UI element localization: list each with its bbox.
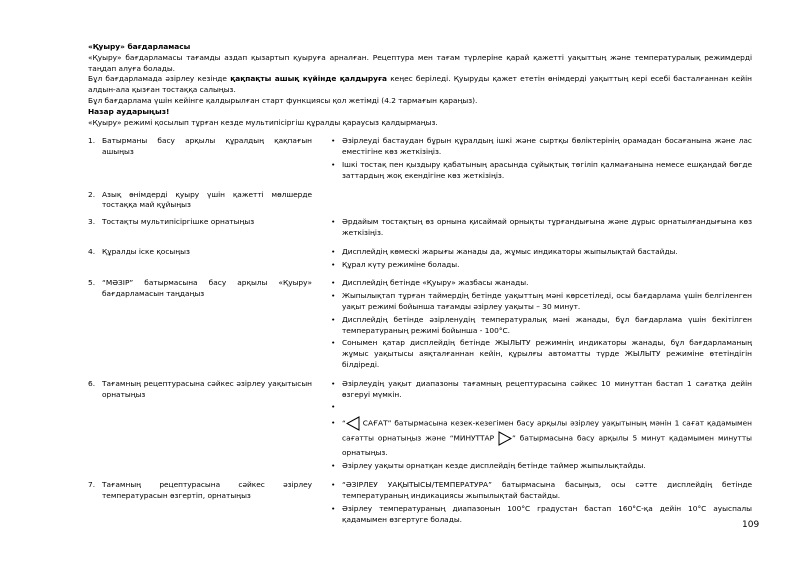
result-item: • Дисплейдің бетінде «Қуыру» жазбасы жанады. xyxy=(330,278,752,289)
result-item: • Жыпылықтап тұрған таймердің бетінде уақыттың мәні көрсетіледі, осы бағдарлама үшін белгіленген уақыт режимі бойынша тағамды әзірлеу уақыты – 30 минут. xyxy=(330,291,752,313)
step-row xyxy=(88,480,752,527)
steps-table xyxy=(88,136,752,527)
intro xyxy=(88,53,752,129)
result-item: • Әзірлеу уақыты орнатқан кезде дисплейдің бетінде таймер жыпылықтайды. xyxy=(330,461,752,472)
result-item: • Әрдайым тостақтың өз орнына қисаймай орнықты тұрғандығына және дұрыс орнатылғандығына көз жеткізіңіз. xyxy=(330,217,752,239)
result-item: • Әзірлеу температураның диапазонын 100°С градустан бастап 160°С-қа дейін 10°С ауыспалы қадамымен өзгертуге болады. xyxy=(330,504,752,526)
document-page xyxy=(88,42,752,533)
step-number: 5. xyxy=(88,278,96,288)
section-title: «Қуыру» бағдарламасы xyxy=(88,42,191,51)
triangle-right-icon xyxy=(498,431,512,446)
step-number: 7. xyxy=(88,480,96,490)
intro-p2-emphasis: қақпақты ашық күйінде қалдыруға xyxy=(230,74,387,84)
result-item: • Дисплейдің көмескі жарығы жанады да, жұмыс индикаторы жыпылықтай бастайды. xyxy=(330,247,752,258)
result-item: • Әзірлеудің уақыт диапазоны тағамның рецептурасына сәйкес 10 минуттан бастап 1 сағатқа дейін өзгеруі мүмкін. xyxy=(330,379,752,401)
step-row xyxy=(88,190,752,212)
step-row xyxy=(88,247,752,273)
step-row xyxy=(88,379,752,474)
step-number: 3. xyxy=(88,217,96,227)
triangle-left-icon xyxy=(346,416,360,431)
result-item: • Құрал күту режиміне болады. xyxy=(330,260,752,271)
warning-title: Назар аударыңыз! xyxy=(88,106,170,116)
step-action: Азық өнімдерді қуыру үшін қажетті мөлшерде тостаққа май құйыңыз xyxy=(102,189,312,210)
step-number: 6. xyxy=(88,378,96,388)
result-item: • Ішкі тостақ пен қыздыру қабатының арасында сұйықтық төгіліп қалмағанына немесе ешқандай бөгде заттардың жоқ екендігіне көз жеткізіңіз. xyxy=(330,160,752,182)
step-results xyxy=(326,190,752,212)
step-row xyxy=(88,278,752,372)
step-results xyxy=(326,217,752,241)
step-results xyxy=(326,278,752,372)
page-number: 109 xyxy=(742,520,760,530)
step-action: Тағамның рецептурасына сәйкес әзірлеу уақытысын орнатыңыз xyxy=(102,378,312,399)
intro-paragraph-2 xyxy=(88,74,752,96)
spacer xyxy=(330,402,752,414)
result-item: • “ӘЗІРЛЕУ УАҚЫТЫСЫ/ТЕМПЕРАТУРА” батырмасына басыңыз, осы сәтте дисплейдің бетінде температураның индикациясы жыпылықтай бастайды. xyxy=(330,480,752,502)
step-number: 1. xyxy=(88,136,96,146)
step-number: 2. xyxy=(88,189,96,199)
clock-quote: “ xyxy=(342,418,346,428)
result-item: • Сонымен қатар дисплейдің бетінде ЖЫЛЫТУ режимнің индикаторы жанады, бұл бағдарламаның жұмыс уақытысы аяқталғаннан кейін, құрылғы автоматты түрде ЖЫЛЫТУ режиміне өтетіндігін білдіреді. xyxy=(330,338,752,370)
step-action: Тостақты мультипісіргішке орнатыңыз xyxy=(102,217,255,227)
step-action: Тағамның рецептурасына сәйкес әзірлеу температурасын өзгертіп, орнатыңыз xyxy=(102,480,312,500)
step-row xyxy=(88,217,752,241)
intro-paragraph-1: «Қуыру» бағдарламасы тағамды аздап қызартып қуыруға арналған. Рецептура мен тағам түрлеріне қарай қажетті уақыттың және температуралық режимдерді таңдап алуға болады. xyxy=(88,52,752,73)
step-results xyxy=(326,480,752,527)
step-action: Батырманы басу арқылы құралдың қақпағын ашыңыз xyxy=(102,136,312,157)
minutes-instruction: ” батырмасына басу арқылы 5 минут қадамымен минутты орнатыңыз. xyxy=(342,433,752,458)
step-action: Құралды іске қосыңыз xyxy=(102,246,190,256)
step-row xyxy=(88,136,752,183)
warning-text: «Қуыру» режимі қосылып тұрған кезде мультипісіргіш құралды қараусыз қалдырмаңыз. xyxy=(88,117,438,127)
step-number: 4. xyxy=(88,246,96,256)
step-action: “МӘЗІР” батырмасына басу арқылы «Қуыру» бағдарламасын таңдаңыз xyxy=(102,278,312,299)
result-item: • Әзірлеуді бастаудан бұрын құралдың ішкі және сыртқы бөліктерінің орамадан босағанына және лас еместігіне көз жеткізіңіз. xyxy=(330,136,752,158)
step-results xyxy=(326,247,752,273)
step-results xyxy=(326,136,752,183)
intro-p2-end: кеңес беріледі. Қуыруды қажет ететін өнімдерді уақыттың кері есебі басталғаннан кейін алдын-ала қызған тостаққа салыңыз. xyxy=(88,74,752,95)
intro-p2-start: Бұл бағдарламада әзірлеу кезінде xyxy=(88,74,231,84)
result-item: • Дисплейдің бетінде әзірленудің температуралық мәні жанады, бұл бағдарлама үшін бекітілген температураның режимі бойынша - 100°С. xyxy=(330,315,752,337)
result-item-clock xyxy=(330,416,752,459)
clock-instruction: САҒАТ” батырмасына кезек-кезегімен басу арқылы әзірлеу уақытының мәнін 1 сағат қадамымен сағатты орнатыңыз және “МИНУТТАР xyxy=(342,418,752,443)
step-results xyxy=(326,379,752,474)
intro-paragraph-3: Бұл бағдарлама үшін кейінге қалдырылған старт функциясы қол жетімді (4.2 тармағын қараңыз). xyxy=(88,95,478,105)
